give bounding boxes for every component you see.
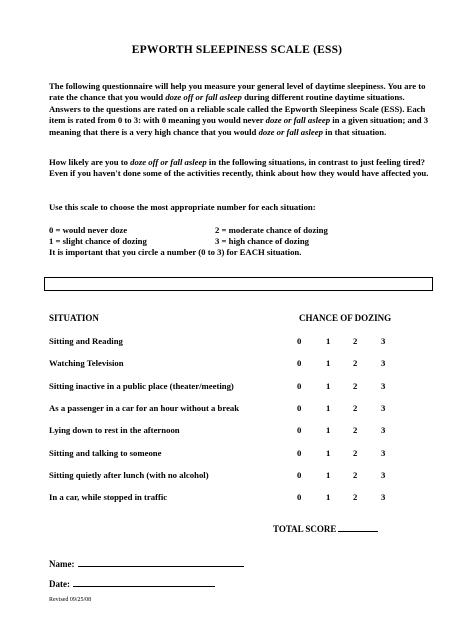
name-label: Name: — [49, 559, 75, 569]
rating-option-1[interactable]: 1 — [326, 470, 331, 480]
total-score — [273, 522, 378, 534]
rating-option-2[interactable]: 2 — [353, 403, 358, 413]
rating-option-0[interactable]: 0 — [297, 336, 302, 346]
question-paragraph — [49, 157, 434, 180]
scale-2: 2 = moderate chance of dozing — [215, 225, 328, 235]
situation-item: Sitting and Reading — [49, 336, 123, 346]
rating-option-0[interactable]: 0 — [297, 492, 302, 502]
rating-option-2[interactable]: 2 — [353, 425, 358, 435]
situation-header: SITUATION — [49, 313, 99, 323]
situation-item: Sitting quietly after lunch (with no alcohol) — [49, 470, 209, 480]
rating-option-2[interactable]: 2 — [353, 358, 358, 368]
instruction-text: Use this scale to choose the most appropriate number for each situation: — [49, 202, 316, 212]
intro-text: The following questionnaire will help you measure your general level of daytime sleepiness. You are to rate the chance that you would — [49, 81, 426, 103]
rating-option-0[interactable]: 0 — [297, 403, 302, 413]
rating-option-3[interactable]: 3 — [381, 403, 386, 413]
empty-box[interactable] — [44, 277, 433, 291]
rating-option-3[interactable]: 3 — [381, 425, 386, 435]
revised-date: Revised 09/25/08 — [49, 597, 92, 603]
date-row — [49, 577, 215, 589]
question-text: How likely are you to — [49, 157, 131, 167]
situation-item: Sitting inactive in a public place (theater/meeting) — [49, 381, 234, 391]
rating-option-2[interactable]: 2 — [353, 336, 358, 346]
date-label: Date: — [49, 579, 70, 589]
name-field[interactable] — [78, 557, 244, 567]
rating-option-1[interactable]: 1 — [326, 336, 331, 346]
rating-option-0[interactable]: 0 — [297, 448, 302, 458]
rating-option-2[interactable]: 2 — [353, 492, 358, 502]
intro-paragraph — [49, 81, 434, 138]
rating-option-2[interactable]: 2 — [353, 470, 358, 480]
intro-text: in a given situation; and 3 meaning that there is a very high chance that you would — [49, 115, 429, 137]
scale-1: 1 = slight chance of dozing — [49, 236, 147, 246]
rating-option-0[interactable]: 0 — [297, 470, 302, 480]
rating-option-1[interactable]: 1 — [326, 492, 331, 502]
scale-note: It is important that you circle a number (0 to 3) for EACH situation. — [49, 247, 302, 257]
situation-item: In a car, while stopped in traffic — [49, 492, 168, 502]
rating-option-3[interactable]: 3 — [381, 336, 386, 346]
name-row — [49, 557, 244, 569]
intro-emphasis: doze off or fall asleep — [165, 92, 242, 103]
intro-emphasis: doze or fall asleep — [265, 115, 331, 126]
situation-item: Watching Television — [49, 358, 124, 368]
situation-item: Sitting and talking to someone — [49, 448, 162, 458]
rating-option-3[interactable]: 3 — [381, 448, 386, 458]
total-score-field[interactable] — [338, 522, 378, 532]
rating-option-0[interactable]: 0 — [297, 381, 302, 391]
intro-emphasis: doze or fall asleep — [258, 126, 323, 137]
intro-text: during different routine daytime situations. Answers to the questions are rated on a reliable scale called the Epworth Sleepiness Scale (ESS). Each item is rated from 0 to 3: with 0 meaning you would never — [49, 92, 426, 126]
rating-option-0[interactable]: 0 — [297, 425, 302, 435]
question-emphasis: doze off or fall asleep — [130, 157, 207, 167]
situation-item: Lying down to rest in the afternoon — [49, 425, 180, 435]
chance-header: CHANCE OF DOZING — [299, 313, 392, 323]
intro-text: in that situation. — [323, 126, 387, 137]
rating-option-1[interactable]: 1 — [326, 448, 331, 458]
scale-3: 3 = high chance of dozing — [215, 236, 310, 246]
rating-option-1[interactable]: 1 — [326, 403, 331, 413]
rating-option-0[interactable]: 0 — [297, 358, 302, 368]
rating-option-3[interactable]: 3 — [381, 492, 386, 502]
scale-0: 0 = would never doze — [49, 225, 128, 235]
rating-option-3[interactable]: 3 — [381, 381, 386, 391]
scale-legend — [49, 225, 328, 258]
situation-item: As a passenger in a car for an hour without a break — [49, 403, 240, 413]
rating-option-2[interactable]: 2 — [353, 448, 358, 458]
question-text: in the following situations, in contrast to just feeling tired? Even if you haven't done some of the activities recently, think about how they would have affected you. — [49, 157, 429, 179]
date-field[interactable] — [73, 577, 215, 587]
rating-option-1[interactable]: 1 — [326, 358, 331, 368]
total-score-label: TOTAL SCORE — [273, 524, 337, 534]
rating-option-3[interactable]: 3 — [381, 358, 386, 368]
rating-option-1[interactable]: 1 — [326, 425, 331, 435]
rating-option-1[interactable]: 1 — [326, 381, 331, 391]
rating-option-2[interactable]: 2 — [353, 381, 358, 391]
rating-option-3[interactable]: 3 — [381, 470, 386, 480]
page-title: EPWORTH SLEEPINESS SCALE (ESS) — [131, 44, 343, 56]
